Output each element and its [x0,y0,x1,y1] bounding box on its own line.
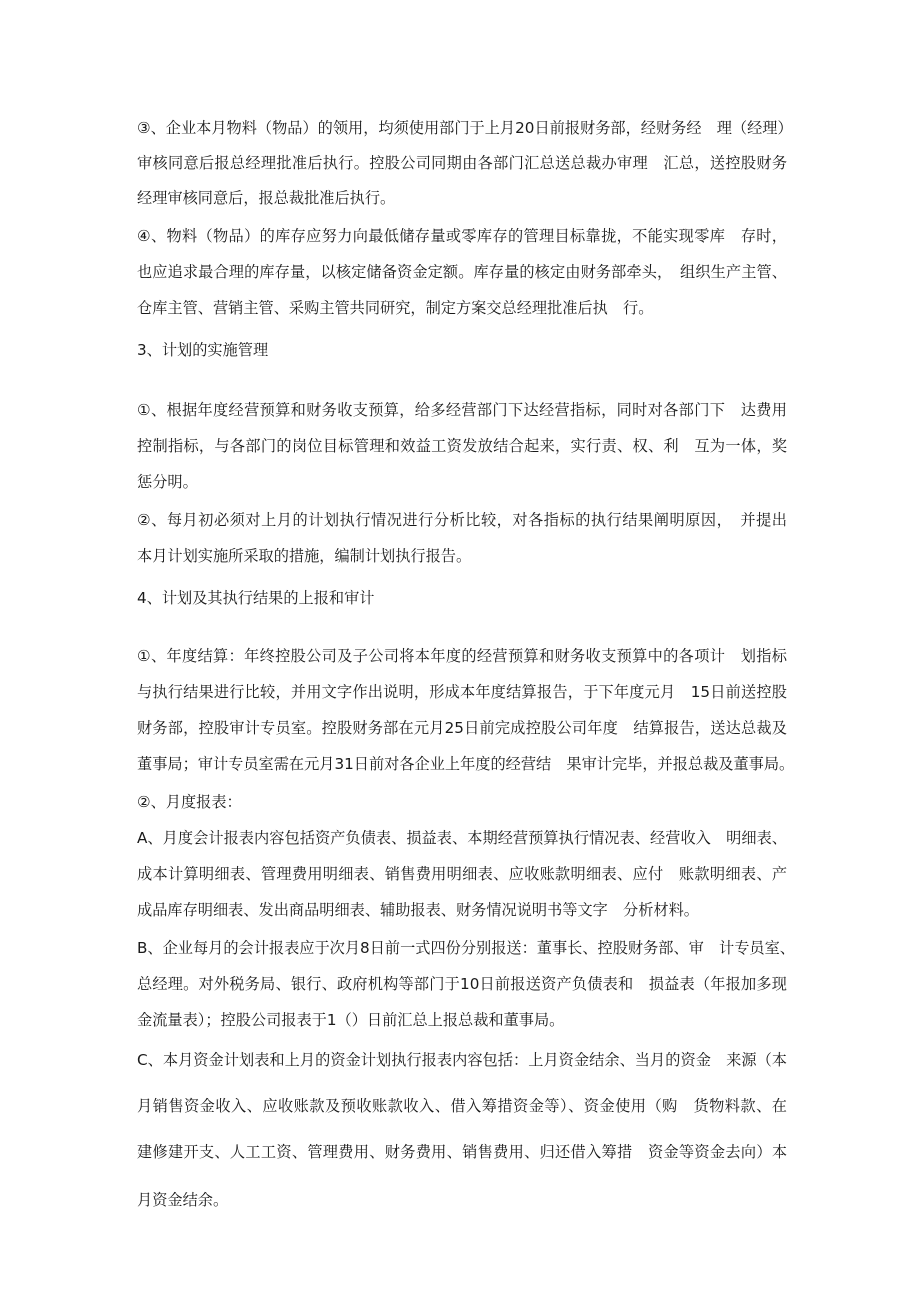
text-line: 控制指标，与各部门的岗位目标管理和效益工资发放结合起来，实行责、权、利 互为一体，奖 [137,437,787,455]
text-line: 成本计算明细表、管理费用明细表、销售费用明细表、应收账款明细表、应付 账款明细表、产 [137,865,787,883]
text-line: ②、每月初必须对上月的计划执行情况进行分析比较，对各指标的执行结果阐明原因， 并提出 [137,511,787,529]
text-line: ④、物料（物品）的库存应努力向最低储存量或零库存的管理目标靠拢，不能实现零库 存时， [137,227,787,245]
text-line: 建修建开支、人工工资、管理费用、财务费用、销售费用、归还借入筹措 资金等资金去向）本 [137,1143,787,1161]
text-line: 月资金结余。 [137,1191,229,1209]
section-heading: 3、计划的实施管理 [137,341,269,359]
section-heading: 4、计划及其执行结果的上报和审计 [137,589,375,607]
text-line: B、企业每月的会计报表应于次月8日前一式四份分别报送：董事长、控股财务部、审 计专员室、 [137,939,795,957]
text-line: ①、年度结算：年终控股公司及子公司将本年度的经营预算和财务收支预算中的各项计 划指标 [137,647,787,665]
text-line: ②、月度报表： [137,793,242,811]
text-line: 也应追求最合理的库存量，以核定储备资金定额。库存量的核定由财务部牵头， 组织生产主管、 [137,263,787,281]
text-line: 本月计划实施所采取的措施，编制计划执行报告。 [137,547,472,565]
text-line: 董事局；审计专员室需在元月31日前对各企业上年度的经营结 果审计完毕，并报总裁及董事局。 [137,755,795,773]
text-line: 审核同意后报总经理批准后执行。控股公司同期由各部门汇总送总裁办审理 汇总，送控股财务 [137,154,787,172]
text-line: C、本月资金计划表和上月的资金计划执行报表内容包括：上月资金结余、当月的资金 来源（本 [137,1051,787,1069]
text-line: A、月度会计报表内容包括资产负债表、损益表、本期经营预算执行情况表、经营收入 明细表、 [137,829,787,847]
text-line: 成品库存明细表、发出商品明细表、辅助报表、财务情况说明书等文字 分析材料。 [137,901,699,919]
text-line: 总经理。对外税务局、银行、政府机构等部门于10日前报送资产负债表和 损益表（年报加多现 [137,975,787,993]
text-line: 与执行结果进行比较，并用文字作出说明，形成本年度结算报告，于下年度元月 15日前送控股 [137,683,787,701]
text-line: 惩分明。 [137,473,198,491]
text-line: 经理审核同意后，报总裁批准后执行。 [137,189,396,207]
text-line: 金流量表）；控股公司报表于1（）日前汇总上报总裁和董事局。 [137,1011,565,1029]
text-line: ③、企业本月物料（物品）的领用，均须使用部门于上月20日前报财务部，经财务经 理（经理） [137,119,793,137]
text-line: 仓库主管、营销主管、采购主管共同研究，制定方案交总经理批准后执 行。 [137,299,654,317]
text-line: 月销售资金收入、应收账款及预收账款收入、借入筹措资金等）、资金使用（购 货物料款、在 [137,1097,787,1115]
text-line: ①、根据年度经营预算和财务收支预算，给多经营部门下达经营指标，同时对各部门下 达费用 [137,401,787,419]
text-line: 财务部，控股审计专员室。控股财务部在元月25日前完成控股公司年度 结算报告，送达总裁及 [137,719,787,737]
